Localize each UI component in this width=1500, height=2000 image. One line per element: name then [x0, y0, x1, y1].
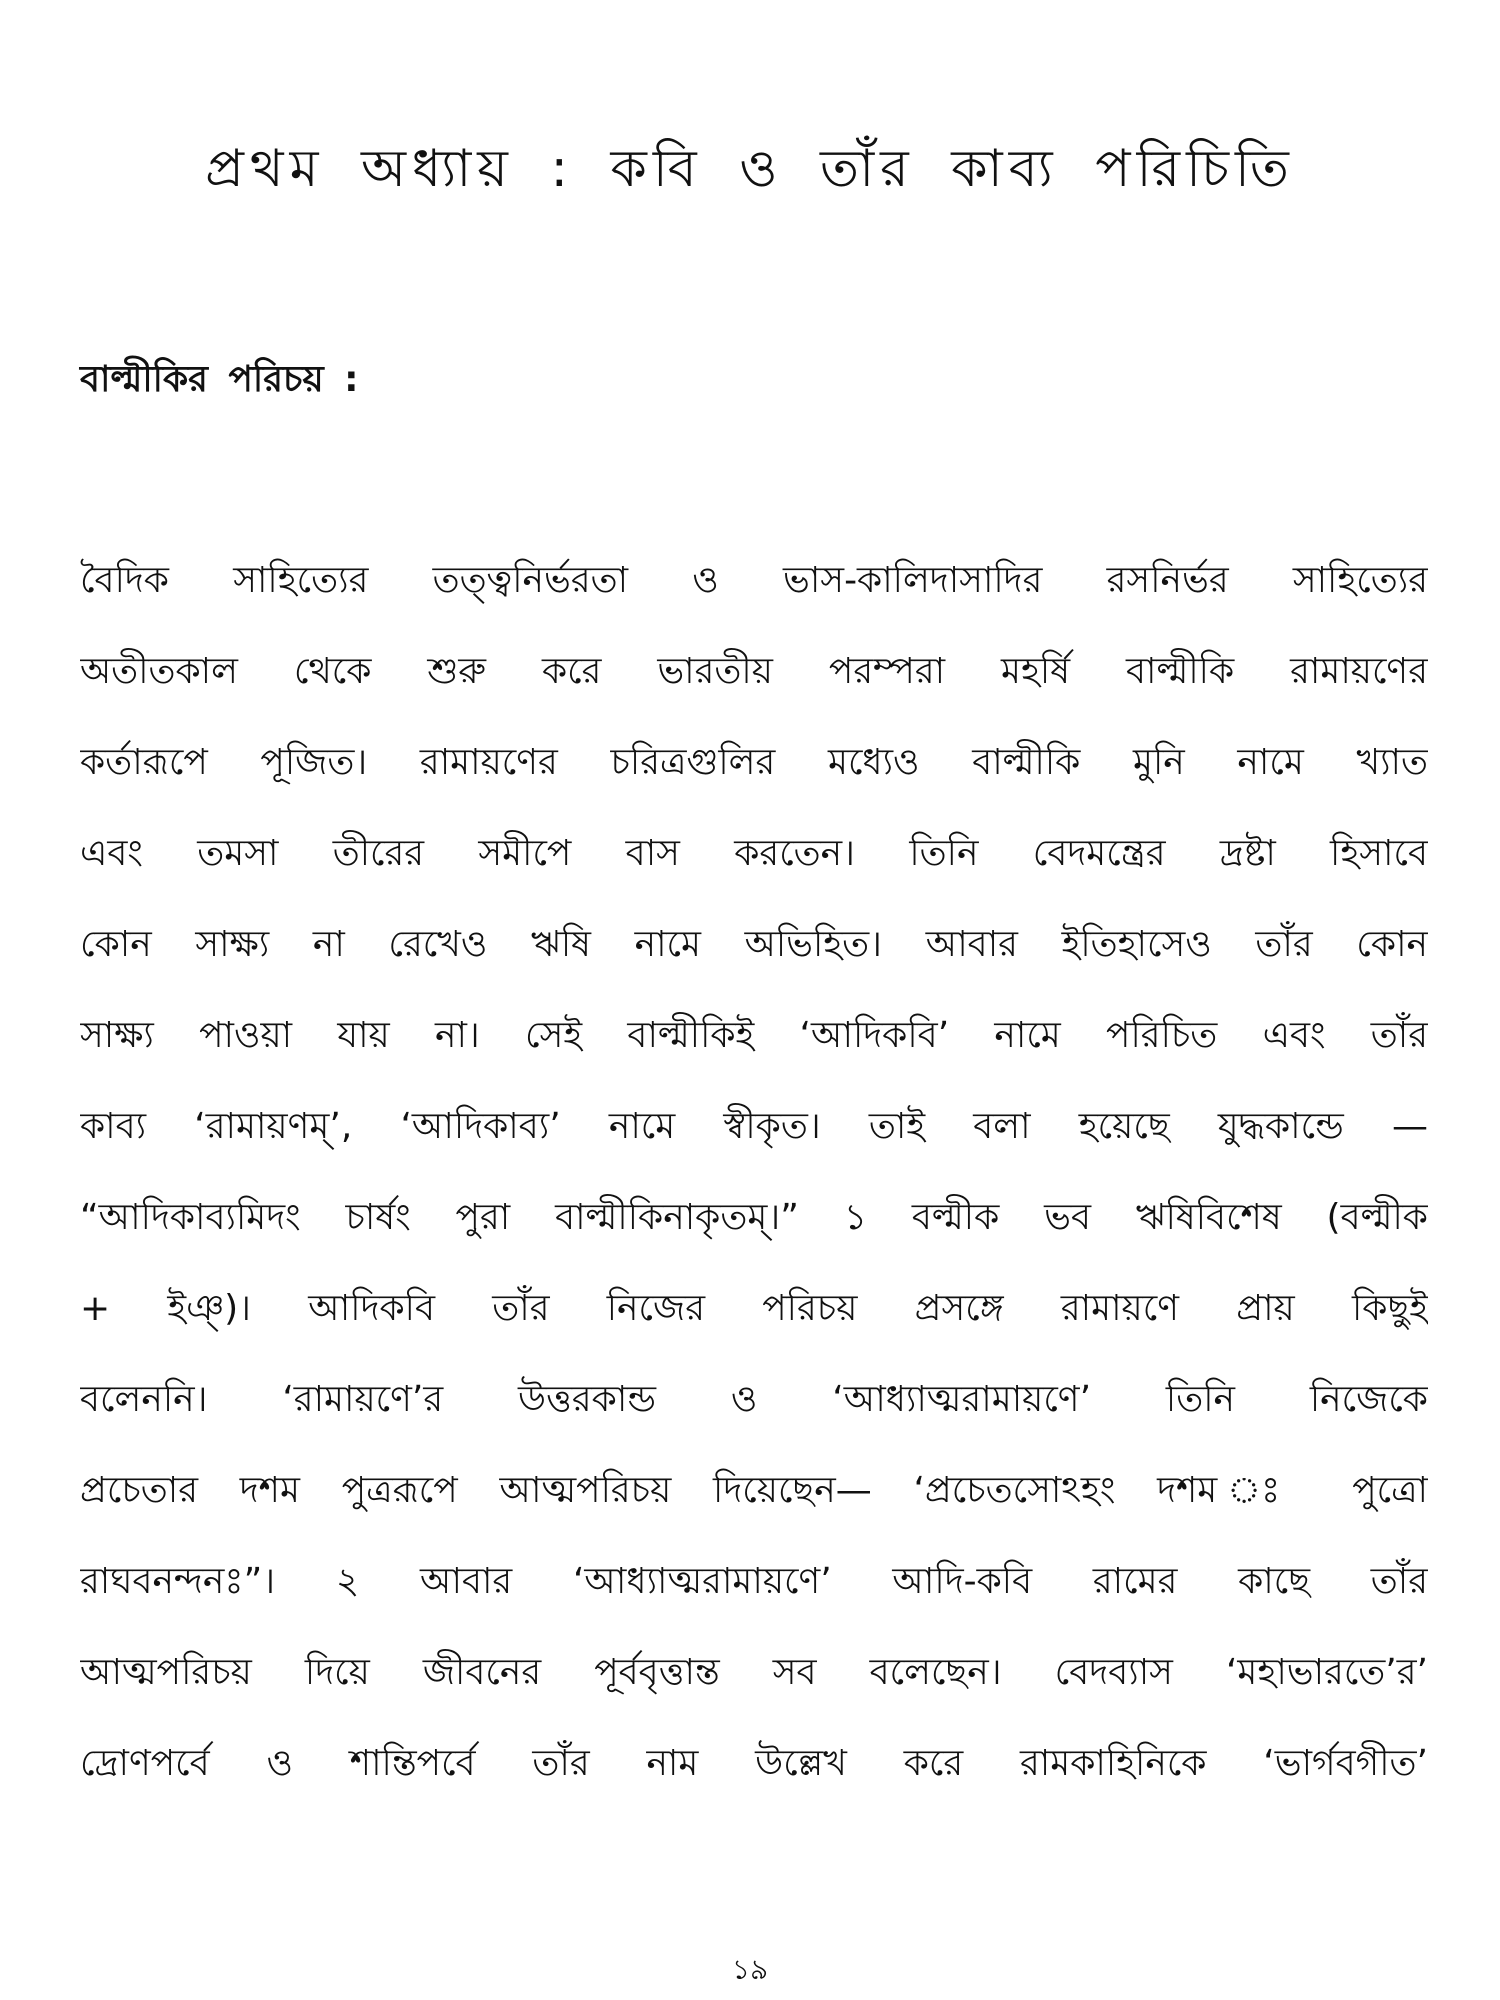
text-line: এবং তমসা তীরের সমীপে বাস করতেন। তিনি বেদমন্ত্রের দ্রষ্টা হিসাবে — [80, 833, 1428, 874]
text-line: প্রচেতার দশম পুত্ররূপে আত্মপরিচয় দিয়েছেন— ‘প্রচেতসোঽহং দশম ঃ পুত্রো — [80, 1470, 1428, 1511]
text-line: আত্মপরিচয় দিয়ে জীবনের পূর্ববৃত্তান্ত সব বলেছেন। বেদব্যাস ‘মহাভারতে’র’ — [80, 1652, 1428, 1693]
body-paragraph — [80, 535, 1428, 1809]
text-line: দ্রোণপর্বে ও শান্তিপর্বে তাঁর নাম উল্লেখ করে রামকাহিনিকে ‘ভার্গবগীত’ — [80, 1743, 1428, 1784]
text-line: রাঘবনন্দনঃ”। ২ আবার ‘আধ্যাত্মরামায়ণে’ আদি-কবি রামের কাছে তাঁর — [80, 1561, 1428, 1602]
text-line: + ইঞ্)। আদিকবি তাঁর নিজের পরিচয় প্রসঙ্গে রামায়ণে প্রায় কিছুই — [80, 1288, 1428, 1329]
text-line: কাব্য ‘রামায়ণম্’, ‘আদিকাব্য’ নামে স্বীকৃত। তাই বলা হয়েছে যুদ্ধকান্ডে — — [80, 1106, 1428, 1147]
text-line: বৈদিক সাহিত্যের তত্ত্বনির্ভরতা ও ভাস-কালিদাসাদির রসনির্ভর সাহিত্যের — [80, 560, 1428, 601]
section-heading: বাল্মীকির পরিচয় : — [80, 359, 359, 400]
page-number: ১৯ — [731, 1953, 769, 1986]
text-line: কর্তারূপে পূজিত। রামায়ণের চরিত্রগুলির মধ্যেও বাল্মীকি মুনি নামে খ্যাত — [80, 742, 1428, 783]
text-line: বলেননি। ‘রামায়ণে’র উত্তরকান্ড ও ‘আধ্যাত্মরামায়ণে’ তিনি নিজেকে — [80, 1379, 1428, 1420]
text-line: অতীতকাল থেকে শুরু করে ভারতীয় পরম্পরা মহর্ষি বাল্মীকি রামায়ণের — [80, 651, 1428, 692]
text-line: সাক্ষ্য পাওয়া যায় না। সেই বাল্মীকিই ‘আদিকবি’ নামে পরিচিত এবং তাঁর — [80, 1015, 1428, 1056]
chapter-title: প্রথম অধ্যায় : কবি ও তাঁর কাব্য পরিচিতি — [205, 139, 1295, 199]
text-line: “আদিকাব্যমিদং চার্ষং পুরা বাল্মীকিনাকৃতম্।” ১ বল্মীক ভব ঋষিবিশেষ (বল্মীক — [80, 1197, 1428, 1238]
text-line: কোন সাক্ষ্য না রেখেও ঋষি নামে অভিহিত। আবার ইতিহাসেও তাঁর কোন — [80, 924, 1428, 965]
